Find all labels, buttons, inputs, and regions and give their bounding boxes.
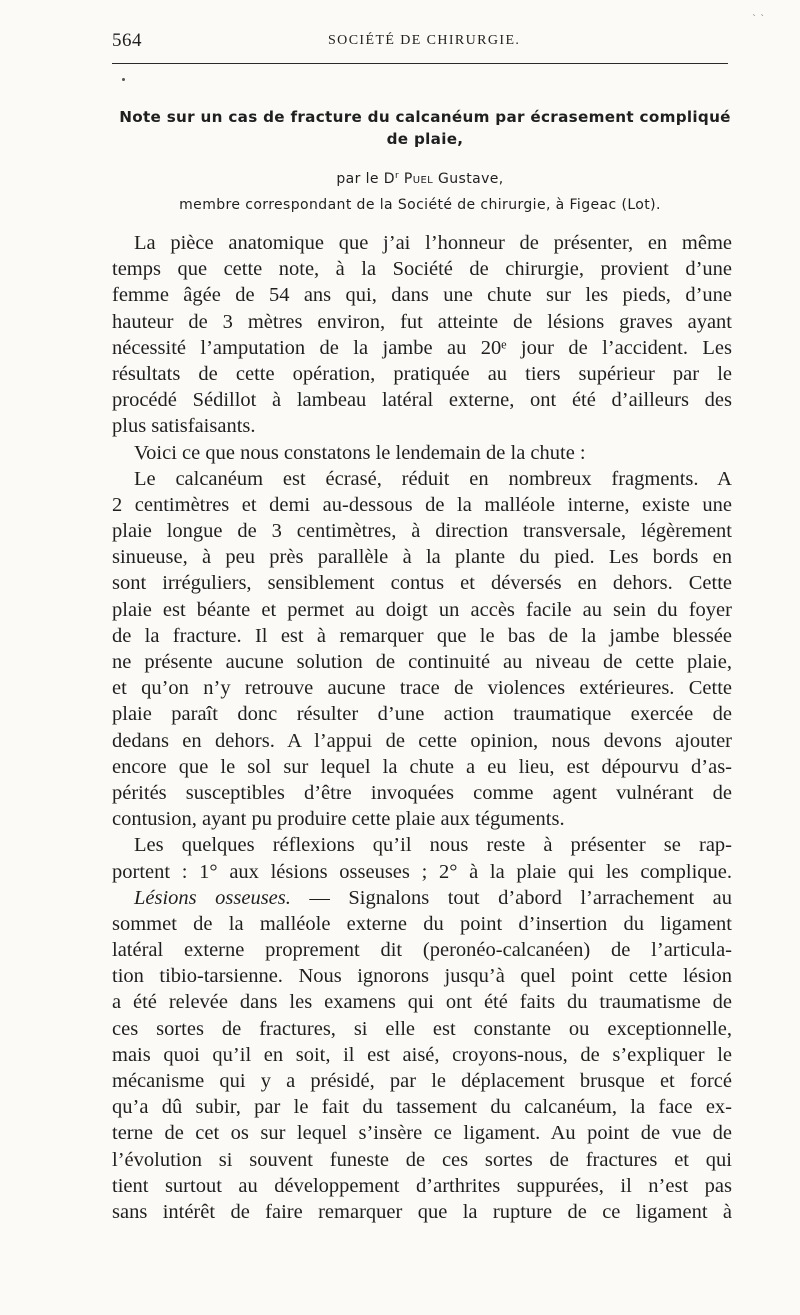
body-line: contusion, ayant pu produire cette plaie aux téguments.: [112, 808, 565, 831]
body-line: de la fracture. Il est à remarquer que le bas de la jambe blessée: [112, 624, 732, 647]
body-line: qu’a dû subir, par le fait du tassement du calcanéum, la face ex-: [112, 1096, 732, 1119]
body-line: tient surtout au développement d’arthrites suppurées, il n’est pas: [112, 1174, 732, 1197]
body-line: plus satisfaisants.: [112, 415, 256, 438]
author-line: [112, 163, 728, 192]
title-line-1: Note sur un cas de fracture du calcanéum par écrasement compliqué: [119, 108, 731, 126]
body-line: dedans en dehors. A l’appui de cette opinion, nous devons ajouter: [112, 729, 732, 752]
body-line: 2 centimètres et demi au-dessous de la malléole interne, existe une: [112, 493, 732, 516]
author-name: Puel: [403, 171, 434, 187]
body-line: sinueuse, à peu près parallèle à la plante du pied. Les bords en: [112, 546, 732, 569]
body-line: portent : 1° aux lésions osseuses ; 2° à la plaie qui les complique.: [112, 860, 732, 883]
body-line: et qu’on n’y retrouve aucune trace de violences extérieures. Cette: [112, 677, 732, 700]
body-line: hauteur de 3 mètres environ, fut atteinte de lésions graves ayant: [112, 310, 732, 333]
body-line: Voici ce que nous constatons le lendemain de la chute :: [134, 441, 586, 464]
body-line: plaie est béante et permet au doigt un accès facile au sein du foyer: [112, 598, 732, 621]
body-line: ces sortes de fractures, si elle est constante ou exceptionnelle,: [112, 1017, 732, 1040]
body-line: nécessité l’amputation de la jambe au 20ᵉ jour de l’accident. Les: [112, 336, 732, 359]
body-line: sont irréguliers, sensiblement contus et déversés en dehors. Cette: [112, 572, 732, 595]
body-line: pérités susceptibles d’être invoquées comme agent vulnérant de: [112, 781, 732, 804]
author-given-name: Gustave,: [433, 171, 504, 187]
body-line: mécanisme qui y a présidé, par le déplacement brusque et forcé: [112, 1070, 732, 1092]
page-number: 564: [112, 30, 142, 51]
body-line: latéral externe proprement dit (peronéo-calcanéen) de l’articula-: [112, 939, 732, 962]
corner-mark: ` `: [752, 14, 766, 25]
speck: [122, 78, 125, 81]
body-line: encore que le sol sur lequel la chute a eu lieu, est dépourvu d’as-: [112, 755, 732, 778]
body-line: sommet de la malléole externe du point d’insertion du ligament: [112, 912, 732, 935]
page-header: [112, 30, 728, 54]
body-line: sans intérêt de faire remarquer que la rupture de ce ligament à: [112, 1200, 732, 1223]
body-line: résultats de cette opération, pratiquée au tiers supérieur par le: [112, 362, 732, 385]
article-byline: [112, 163, 728, 218]
body-line: [112, 885, 732, 911]
body-line: plaie longue de 3 centimètres, à direction transversale, légèrement: [112, 520, 732, 543]
byline-sup: r: [394, 171, 400, 181]
body-line: Les quelques réflexions qu’il nous reste à présenter se rap-: [134, 834, 732, 857]
section-heading-italic: Lésions osseuses.: [134, 886, 291, 909]
article-body: [112, 230, 732, 1225]
body-line: La pièce anatomique que j’ai l’honneur de présenter, en même: [134, 232, 732, 254]
body-line: femme âgée de 54 ans qui, dans une chute sur les pieds, d’une: [112, 284, 732, 307]
section-dash: —: [290, 886, 349, 909]
body-line: l’évolution si souvent funeste de ces sortes de fractures et qui: [112, 1148, 732, 1171]
body-line: Le calcanéum est écrasé, réduit en nombreux fragments. A: [134, 467, 732, 490]
body-line: procédé Sédillot à lambeau latéral externe, ont été d’ailleurs des: [112, 389, 732, 412]
body-line: a été relevée dans les examens qui ont été faits du traumatisme de: [112, 991, 732, 1014]
body-line: mais quoi qu’il en soit, il est aisé, croyons-nous, de s’expliquer le: [112, 1043, 732, 1066]
running-head: SOCIÉTÉ DE CHIRURGIE.: [328, 33, 521, 48]
body-line-text: Signalons tout d’abord l’arrachement au: [348, 886, 732, 909]
byline-prefix: par le D: [336, 171, 395, 187]
article-title: [112, 106, 738, 150]
body-line: terne de cet os sur lequel s’insère ce ligament. Au point de vue de: [112, 1122, 732, 1145]
body-line: temps que cette note, à la Société de chirurgie, provient d’une: [112, 258, 732, 281]
author-affiliation: membre correspondant de la Société de chirurgie, à Figeac (Lot).: [179, 197, 661, 213]
header-rule: [112, 63, 728, 64]
title-line-2: de plaie,: [386, 130, 464, 148]
body-line: ne présente aucune solution de continuité au niveau de cette plaie,: [112, 651, 732, 673]
body-line: plaie paraît donc résulter d’une action traumatique exercée de: [112, 703, 732, 726]
body-line: tion tibio-tarsienne. Nous ignorons jusqu’à quel point cette lésion: [112, 965, 732, 988]
